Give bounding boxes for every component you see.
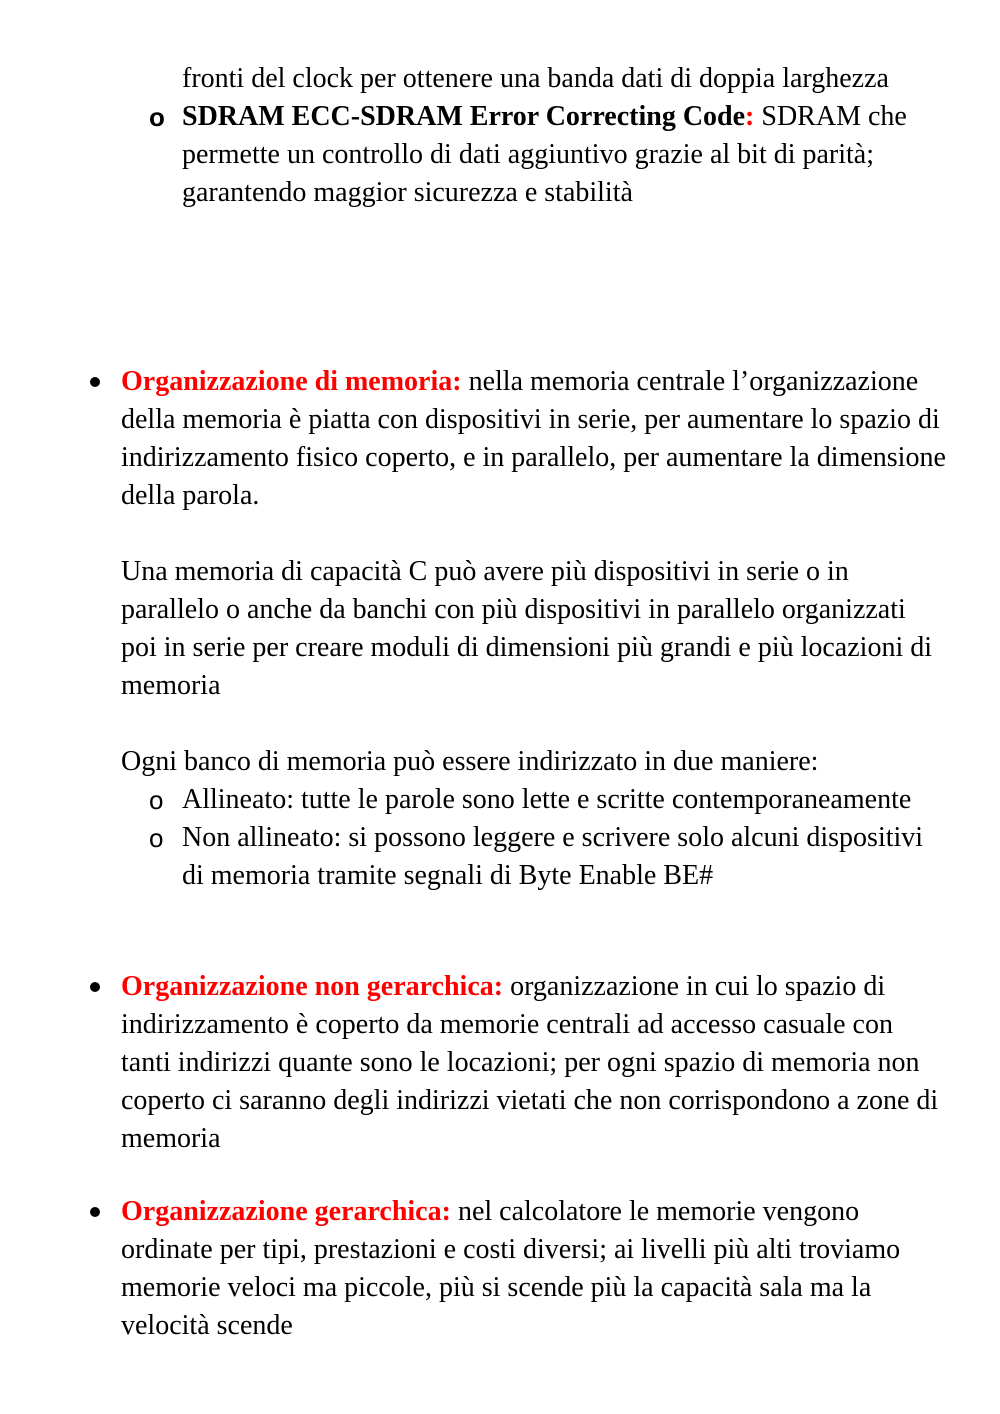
memoria-text: nella memoria centrale l’organizzazione della memoria è piatta con dispositivi in serie, per aumentare lo spazio di indirizzamento fisico coperto, e in parallelo, per aumentare la dimensione della parola. [121, 366, 946, 511]
non-gerarchica-term: Organizzazione non gerarchica: [121, 971, 504, 1002]
gerarchica-term: Organizzazione gerarchica: [121, 1196, 451, 1227]
gerarchica-text: nel calcolatore le memorie vengono ordinate per tipi, prestazioni e costi diversi; ai livelli più alti troviamo memorie veloci ma piccole, più si scende più la capacità sala ma la velocità scende [121, 1196, 901, 1341]
sub-item-continuation [182, 60, 942, 98]
bullet-dot-icon [90, 982, 100, 992]
bullet-dot-icon [90, 377, 100, 387]
section-organizzazione-gerarchica [121, 1193, 946, 1345]
memoria-paragraph-2: Una memoria di capacità C può avere più dispositivi in serie o in parallelo o anche da banchi con più dispositivi in parallelo organizzati poi in serie per creare moduli di dimensioni più grandi e più locazioni di memoria [121, 556, 933, 701]
sub-item-allineato [149, 781, 946, 819]
sub-list-marker: o [149, 102, 165, 132]
sub-list-marker: o [149, 785, 164, 815]
sub-list-marker: o [149, 823, 164, 853]
memoria-paragraph-3: Ogni banco di memoria può essere indirizzato in due maniere: [121, 746, 819, 777]
memoria-term: Organizzazione di memoria: [121, 366, 462, 397]
sub-item-text: Allineato: tutte le parole sono lette e scritte contemporaneamente [182, 784, 912, 815]
sub-item-text: Non allineato: si possono leggere e scrivere solo alcuni dispositivi di memoria tramite segnali di Byte Enable BE# [182, 822, 924, 891]
continuation-text: fronti del clock per ottenere una banda dati di doppia larghezza [182, 63, 889, 94]
ecc-term: SDRAM ECC-SDRAM Error Correcting Code [182, 101, 746, 132]
non-gerarchica-text: organizzazione in cui lo spazio di indirizzamento è coperto da memorie centrali ad accesso casuale con tanti indirizzi quante sono le locazioni; per ogni spazio di memoria non coperto ci saranno degli indirizzi vietati che non corrispondono a zone di memoria [121, 971, 939, 1154]
sub-item-ecc [149, 98, 942, 212]
memoria-sub-list [149, 781, 946, 895]
ecc-text: SDRAM che permette un controllo di dati aggiuntivo grazie al bit di parità; garantendo maggior sicurezza e stabilità [182, 101, 907, 208]
top-sub-list [149, 60, 942, 212]
section-organizzazione-non-gerarchica [121, 968, 946, 1158]
ecc-colon: : [745, 101, 755, 132]
non-gerarchica-paragraph [121, 968, 946, 1158]
sub-item-non-allineato [149, 819, 946, 895]
memoria-paragraph [121, 363, 946, 515]
bullet-dot-icon [90, 1207, 100, 1217]
section-organizzazione-memoria [121, 363, 946, 895]
gerarchica-paragraph [121, 1193, 946, 1345]
